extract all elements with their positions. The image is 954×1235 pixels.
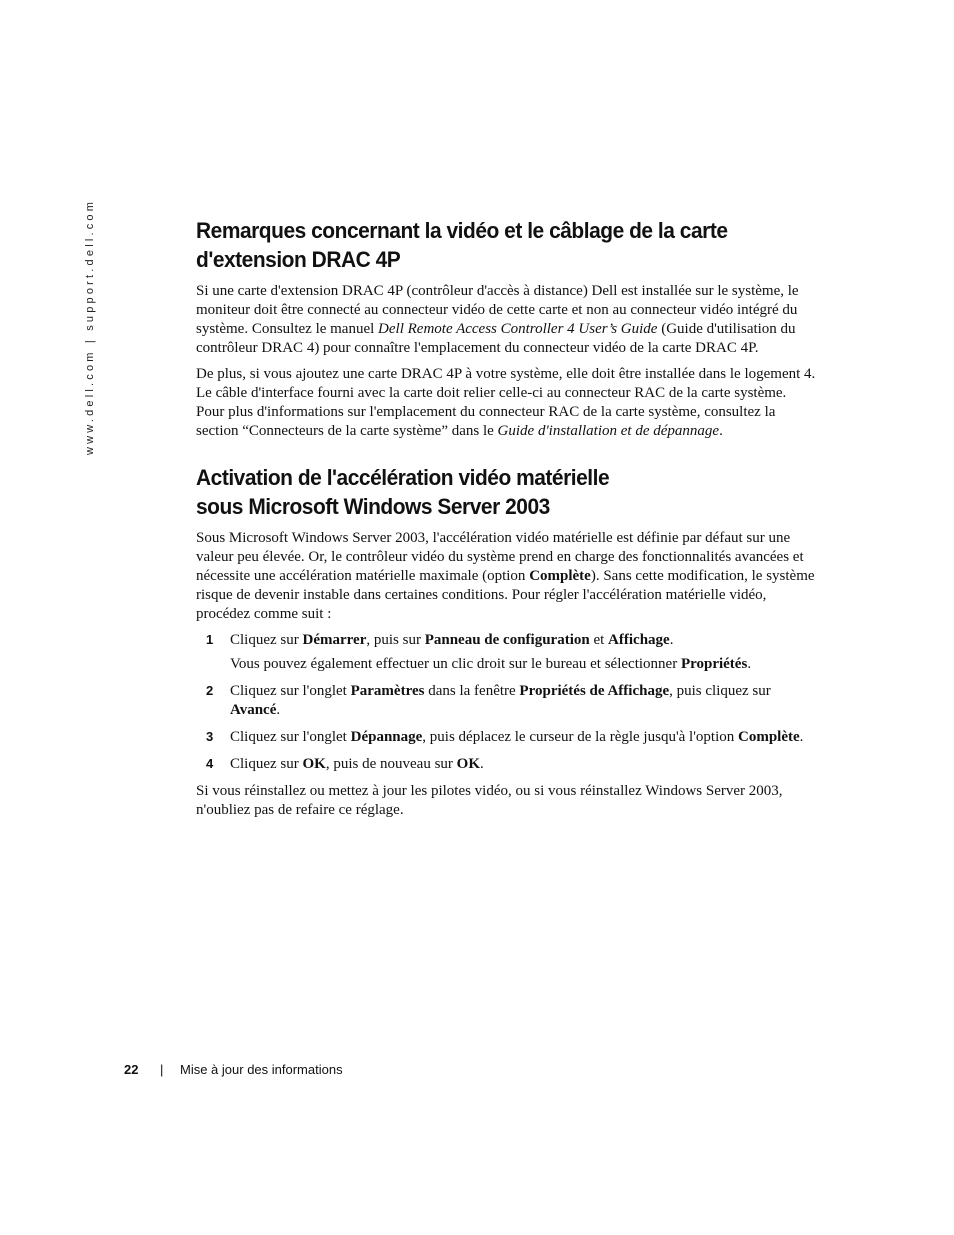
paragraph (196, 529, 818, 624)
text: De plus, si vous ajoutez une carte DRAC 4P à votre système, elle doit être installée dans le logement 4. Le câble d'interface fourni avec la carte doit relier celle-ci au connecteur RAC de la carte système. Pour plus d'informations sur l'emplacement du connecteur RAC de la carte système, consultez la section “Connecteurs de la carte système” dans le (196, 366, 816, 439)
page-content (196, 216, 818, 827)
step-text: Cliquez sur Démarrer, puis sur Panneau de configuration et Affichage. (230, 632, 674, 648)
step-number: 3 (206, 729, 214, 744)
step-note: Vous pouvez également effectuer un clic droit sur le bureau et sélectionner Propriétés. (230, 656, 752, 672)
page-number: 22 (124, 1062, 139, 1077)
manual-title: Dell Remote Access Controller 4 User’s Guide (378, 321, 658, 337)
step-text: Cliquez sur l'onglet Paramètres dans la fenêtre Propriétés de Affichage, puis cliquez sur Avancé. (230, 683, 771, 718)
paragraph: Si vous réinstallez ou mettez à jour les pilotes vidéo, ou si vous réinstallez Windows Server 2003, n'oubliez pas de refaire ce réglage. (196, 783, 783, 818)
paragraph (196, 365, 818, 441)
section-title-acceleration (196, 463, 774, 521)
text: ). Sans cette modification, le système risque de devenir instable dans certaines conditions. Pour régler l'accélération matérielle vidéo, procédez comme suit : (196, 568, 815, 622)
title-line: d'extension DRAC 4P (196, 247, 401, 272)
footer-separator: | (160, 1062, 164, 1077)
step-text: Cliquez sur OK, puis de nouveau sur OK. (230, 756, 484, 772)
text: (Guide d'utilisation du contrôleur DRAC 4) pour connaître l'emplacement du connecteur vidéo de la carte DRAC 4P. (196, 321, 796, 356)
title-line: Remarques concernant la vidéo et le câblage de la carte (196, 218, 728, 243)
step-number: 4 (206, 756, 214, 771)
step-item (196, 755, 818, 774)
sidebar-url: www.dell.com | support.dell.com (84, 198, 96, 455)
text: Sous Microsoft Windows Server 2003, l'accélération vidéo matérielle est définie par défaut sur une valeur peu élevée. Or, le contrôleur vidéo du système prend en charge des fonctionnalités avancées et nécessite une accélération matérielle maximale (option (196, 530, 804, 584)
text: . (719, 423, 723, 439)
footer-title: Mise à jour des informations (180, 1062, 343, 1077)
text: Si une carte d'extension DRAC 4P (contrôleur d'accès à distance) Dell est installée sur le système, le moniteur doit être connecté au connecteur vidéo de cette carte et non au connecteur vidéo intégré du système. Consultez le manuel (196, 283, 799, 337)
paragraph (196, 282, 818, 358)
step-text: Cliquez sur l'onglet Dépannage, puis déplacez le curseur de la règle jusqu'à l'option Complète. (230, 729, 804, 745)
title-line: sous Microsoft Windows Server 2003 (196, 494, 550, 519)
step-item (196, 631, 818, 674)
step-item (196, 682, 818, 720)
step-number: 2 (206, 683, 214, 698)
title-line: Activation de l'accélération vidéo matérielle (196, 465, 610, 490)
steps-list (196, 631, 818, 774)
step-item (196, 728, 818, 747)
step-number: 1 (206, 632, 214, 647)
page-footer (124, 1062, 343, 1077)
guide-title: Guide d'installation et de dépannage (497, 423, 720, 439)
section-title-drac (196, 216, 774, 274)
option-name: Complète (529, 568, 591, 584)
